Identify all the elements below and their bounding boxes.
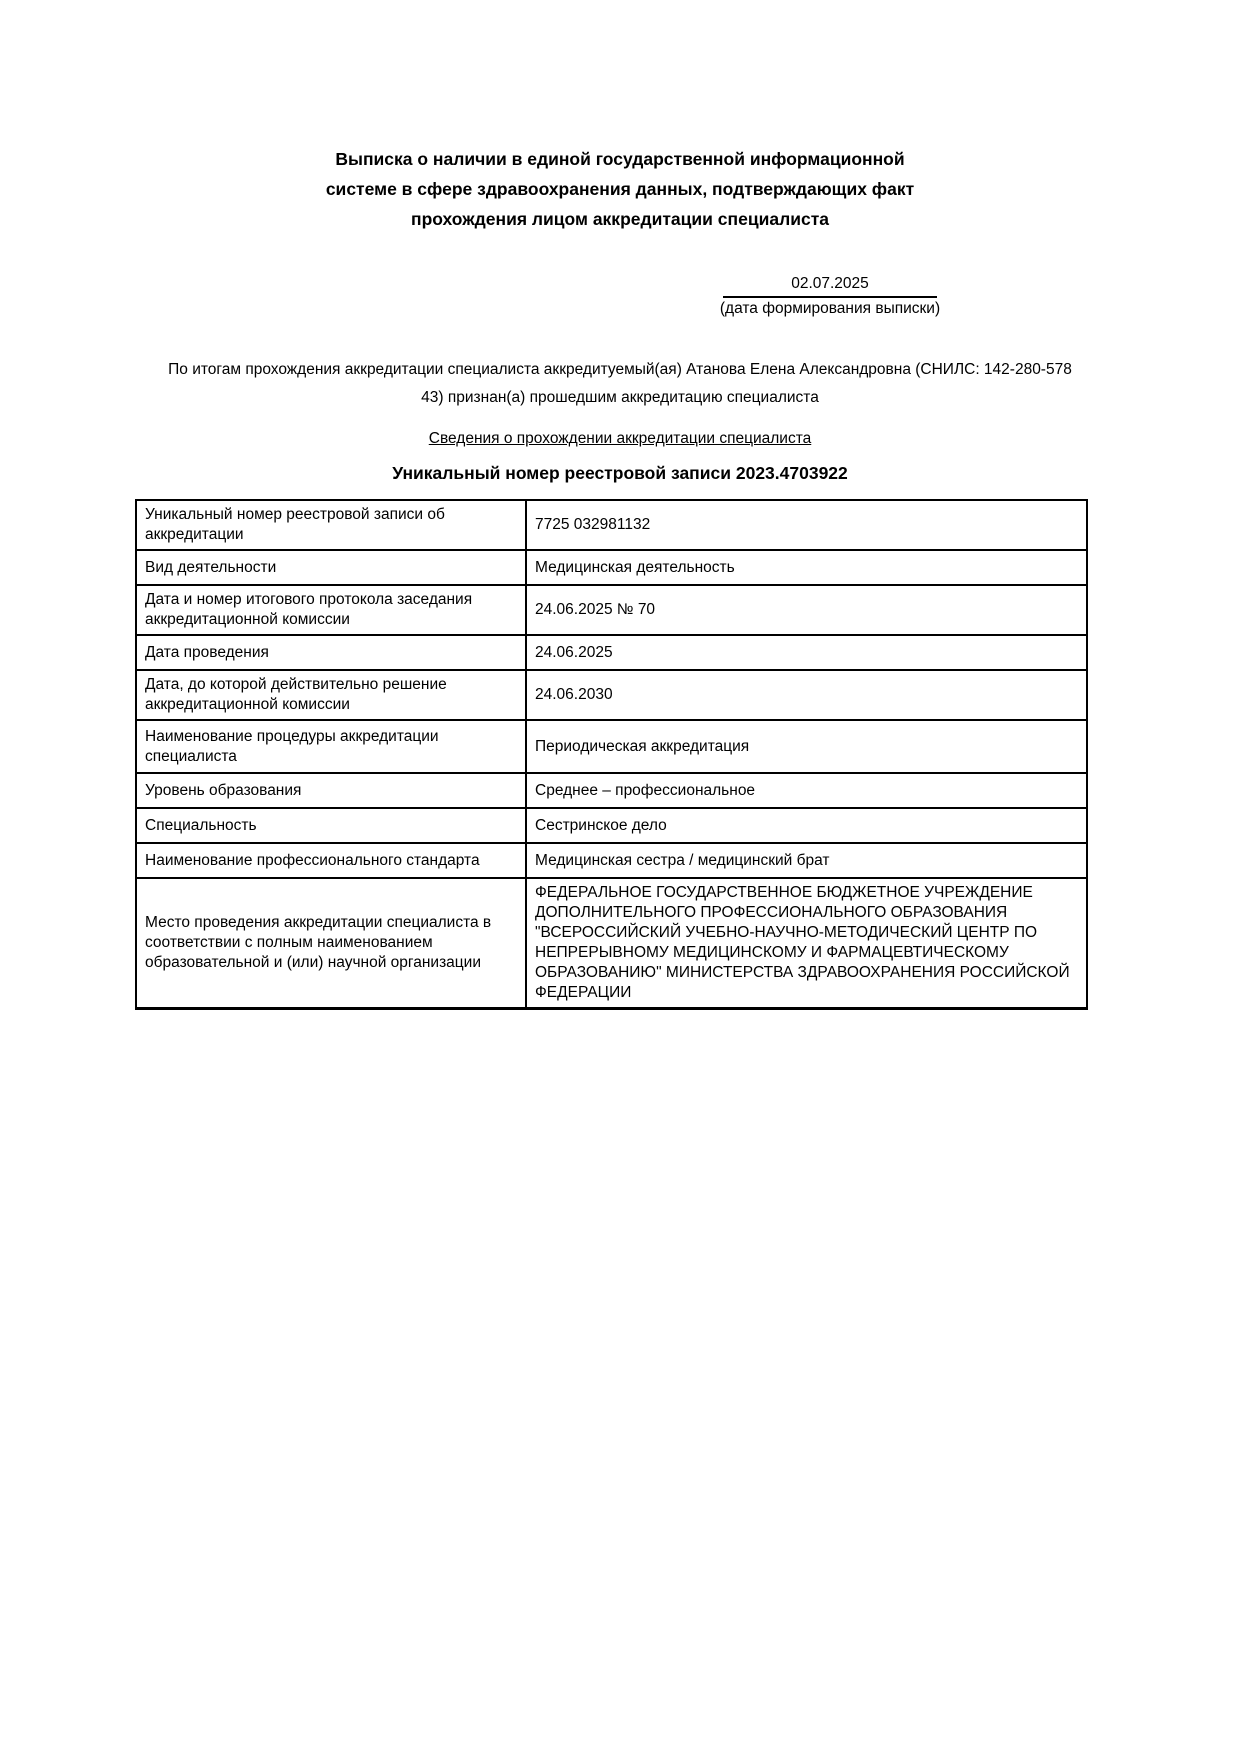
intro-paragraph [0, 356, 1240, 412]
row-label: Вид деятельности [136, 550, 526, 585]
section-heading: Сведения о прохождении аккредитации специалиста [428, 430, 812, 447]
row-label: Место проведения аккредитации специалиста в соответствии с полным наименованием образовательной и (или) научной организации [136, 878, 526, 1009]
table-row [136, 500, 1087, 550]
row-label: Специальность [136, 808, 526, 843]
table-row [136, 843, 1087, 878]
row-value: Периодическая аккредитация [526, 720, 1087, 773]
row-label: Дата, до которой действительно решение аккредитационной комиссии [136, 670, 526, 720]
document-title-line: Выписка о наличии в единой государственной информационной [335, 149, 905, 169]
row-value: 24.06.2030 [526, 670, 1087, 720]
row-value: ФЕДЕРАЛЬНОЕ ГОСУДАРСТВЕННОЕ БЮДЖЕТНОЕ УЧРЕЖДЕНИЕ ДОПОЛНИТЕЛЬНОГО ПРОФЕССИОНАЛЬНОГО ОБРАЗОВАНИЯ "ВСЕРОССИЙСКИЙ УЧЕБНО-НАУЧНО-МЕТОДИЧЕСКИЙ ЦЕНТР ПО НЕПРЕРЫВНОМУ МЕДИЦИНСКОМУ И ФАРМАЦЕВТИЧЕСКОМУ ОБРАЗОВАНИЮ" МИНИСТЕРСТВА ЗДРАВООХРАНЕНИЯ РОССИЙСКОЙ ФЕДЕРАЦИИ [526, 878, 1087, 1009]
row-label: Уникальный номер реестровой записи об аккредитации [136, 500, 526, 550]
document-title-line: системе в сфере здравоохранения данных, подтверждающих факт [325, 179, 915, 199]
row-value: 7725 032981132 [526, 500, 1087, 550]
row-value: Среднее – профессиональное [526, 773, 1087, 808]
document-title-line: прохождения лицом аккредитации специалиста [411, 209, 829, 229]
document-title [0, 144, 1240, 234]
row-value: 24.06.2025 № 70 [526, 585, 1087, 635]
row-value: 24.06.2025 [526, 635, 1087, 670]
row-value: Сестринское дело [526, 808, 1087, 843]
table-row [136, 585, 1087, 635]
table-row [136, 808, 1087, 843]
table-row [136, 720, 1087, 773]
formation-date: 02.07.2025 [723, 275, 937, 298]
intro-line: 43) признан(а) прошедшим аккредитацию специалиста [421, 389, 819, 406]
row-value: Медицинская деятельность [526, 550, 1087, 585]
table-row [136, 773, 1087, 808]
table-row [136, 670, 1087, 720]
row-label: Дата и номер итогового протокола заседания аккредитационной комиссии [136, 585, 526, 635]
table-row [136, 550, 1087, 585]
row-label: Наименование профессионального стандарта [136, 843, 526, 878]
accreditation-table [135, 499, 1088, 1010]
row-label: Наименование процедуры аккредитации специалиста [136, 720, 526, 773]
formation-date-block [719, 275, 941, 318]
intro-line: По итогам прохождения аккредитации специалиста аккредитуемый(ая) Атанова Елена Александровна (СНИЛС: 142-280-578 [168, 361, 1072, 378]
row-label: Дата проведения [136, 635, 526, 670]
row-value: Медицинская сестра / медицинский брат [526, 843, 1087, 878]
table-row [136, 635, 1087, 670]
row-label: Уровень образования [136, 773, 526, 808]
table-row [136, 878, 1087, 1009]
formation-date-caption: (дата формирования выписки) [719, 300, 941, 317]
registry-number-heading: Уникальный номер реестровой записи 2023.4703922 [392, 463, 848, 483]
